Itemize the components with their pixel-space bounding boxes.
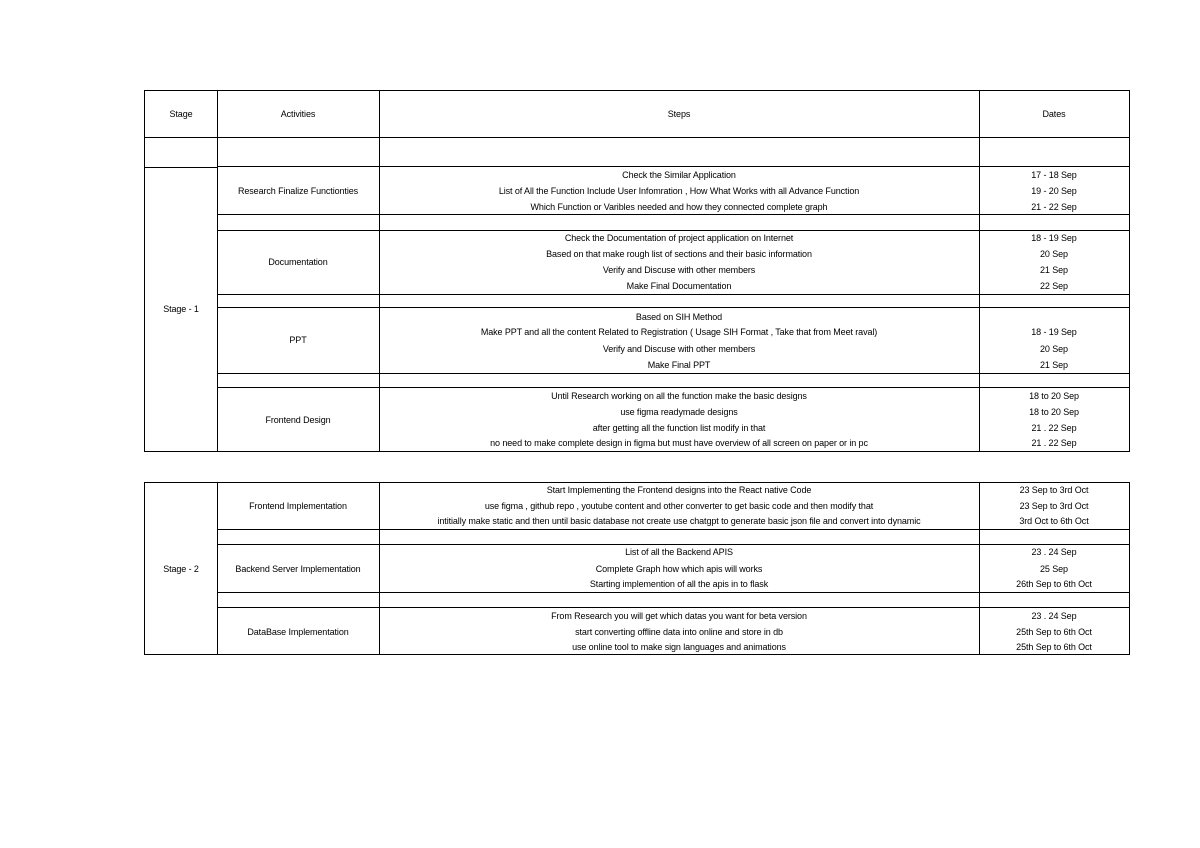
grid-line	[144, 654, 1130, 655]
date-text: 25 Sep	[1040, 564, 1068, 574]
step-text: Complete Graph how which apis will works	[595, 564, 763, 574]
step-text: use figma readymade designs	[620, 407, 738, 417]
step-text: Make Final PPT	[647, 360, 711, 370]
date-text: 21 Sep	[1040, 265, 1068, 275]
step-text: Starting implemention of all the apis in to flask	[589, 579, 769, 589]
date-text: 3rd Oct to 6th Oct	[1019, 516, 1089, 526]
grid-line	[217, 90, 218, 452]
step-text: Verify and Discuse with other members	[602, 265, 756, 275]
activity-frontend-design: Frontend Design	[265, 415, 331, 425]
grid-line	[979, 482, 980, 655]
date-text: 18 - 19 Sep	[1031, 233, 1077, 243]
activity-ppt: PPT	[289, 335, 307, 345]
grid-line	[144, 137, 1130, 138]
grid-line	[217, 387, 1130, 388]
grid-line	[144, 482, 145, 655]
activity-backend-server: Backend Server Implementation	[235, 564, 361, 574]
stage-2-label: Stage - 2	[163, 564, 199, 574]
step-text: use online tool to make sign languages and animations	[572, 642, 786, 652]
step-text: Make PPT and all the content Related to Registration ( Usage SIH Format , Take that from Meet raval)	[480, 327, 878, 337]
date-text: 23 Sep to 3rd Oct	[1019, 501, 1089, 511]
step-text: Verify and Discuse with other members	[602, 344, 756, 354]
step-text: Until Research working on all the function make the basic designs	[551, 391, 807, 401]
date-text: 23 . 24 Sep	[1031, 547, 1077, 557]
step-text: Based on that make rough list of sections and their basic information	[546, 249, 812, 259]
grid-line	[217, 544, 1130, 545]
grid-line	[217, 529, 1130, 530]
date-text: 18 to 20 Sep	[1029, 391, 1079, 401]
grid-line	[217, 230, 1130, 231]
header-steps: Steps	[667, 109, 691, 119]
grid-line	[379, 90, 380, 452]
activity-documentation: Documentation	[268, 257, 328, 267]
date-text: 22 Sep	[1040, 281, 1068, 291]
grid-line	[217, 373, 1130, 374]
step-text: start converting offline data into online and store in db	[575, 627, 783, 637]
activity-research: Research Finalize Functionties	[237, 186, 359, 196]
date-text: 21 . 22 Sep	[1031, 423, 1077, 433]
grid-line	[217, 307, 1130, 308]
date-text: 18 - 19 Sep	[1031, 327, 1077, 337]
step-text: Start Implementing the Frontend designs into the React native Code	[546, 485, 812, 495]
grid-line	[217, 166, 1130, 167]
grid-line	[217, 607, 1130, 608]
activity-frontend-implementation: Frontend Implementation	[249, 501, 347, 511]
grid-line	[379, 482, 380, 655]
date-text: 23 . 24 Sep	[1031, 611, 1077, 621]
date-text: 21 Sep	[1040, 360, 1068, 370]
step-text: Check the Documentation of project application on Internet	[564, 233, 794, 243]
step-text: From Research you will get which datas you want for beta version	[551, 611, 807, 621]
grid-line	[217, 214, 1130, 215]
step-text: Which Function or Varibles needed and how they connected complete graph	[530, 202, 828, 212]
activity-database: DataBase Implementation	[247, 627, 349, 637]
grid-line	[217, 294, 1130, 295]
date-text: 17 - 18 Sep	[1031, 170, 1077, 180]
date-text: 26th Sep to 6th Oct	[1016, 579, 1092, 589]
header-activities: Activities	[280, 109, 316, 119]
date-text: 23 Sep to 3rd Oct	[1019, 485, 1089, 495]
step-text: no need to make complete design in figma but must have overview of all screen on paper or in pc	[490, 438, 868, 448]
header-stage: Stage	[169, 109, 193, 119]
step-text: List of All the Function Include User Infomration , How What Works with all Advance Function	[498, 186, 860, 196]
step-text: use figma , github repo , youtube content and other converter to get basic code and then modify that	[484, 501, 874, 511]
grid-line	[144, 167, 217, 168]
step-text: List of all the Backend APIS	[625, 547, 733, 557]
step-text: Make Final Documentation	[626, 281, 732, 291]
date-text: 25th Sep to 6th Oct	[1016, 627, 1092, 637]
step-text: after getting all the function list modify in that	[592, 423, 766, 433]
grid-line	[217, 592, 1130, 593]
grid-line	[144, 451, 1130, 452]
grid-line	[144, 90, 145, 452]
date-text: 25th Sep to 6th Oct	[1016, 642, 1092, 652]
header-dates: Dates	[1042, 109, 1066, 119]
step-text: Based on SIH Method	[635, 312, 723, 322]
stage-1-label: Stage - 1	[163, 304, 199, 314]
date-text: 20 Sep	[1040, 249, 1068, 259]
grid-line	[1129, 90, 1130, 452]
grid-line	[144, 482, 1130, 483]
date-text: 18 to 20 Sep	[1029, 407, 1079, 417]
grid-line	[1129, 482, 1130, 655]
step-text: intitially make static and then until basic database not create use chatgpt to generate basic json file and convert into dynamic	[437, 516, 921, 526]
grid-line	[979, 90, 980, 452]
date-text: 20 Sep	[1040, 344, 1068, 354]
date-text: 21 - 22 Sep	[1031, 202, 1077, 212]
date-text: 21 . 22 Sep	[1031, 438, 1077, 448]
grid-line	[217, 482, 218, 655]
date-text: 19 - 20 Sep	[1031, 186, 1077, 196]
grid-line	[144, 90, 1130, 91]
step-text: Check the Similar Application	[622, 170, 736, 180]
